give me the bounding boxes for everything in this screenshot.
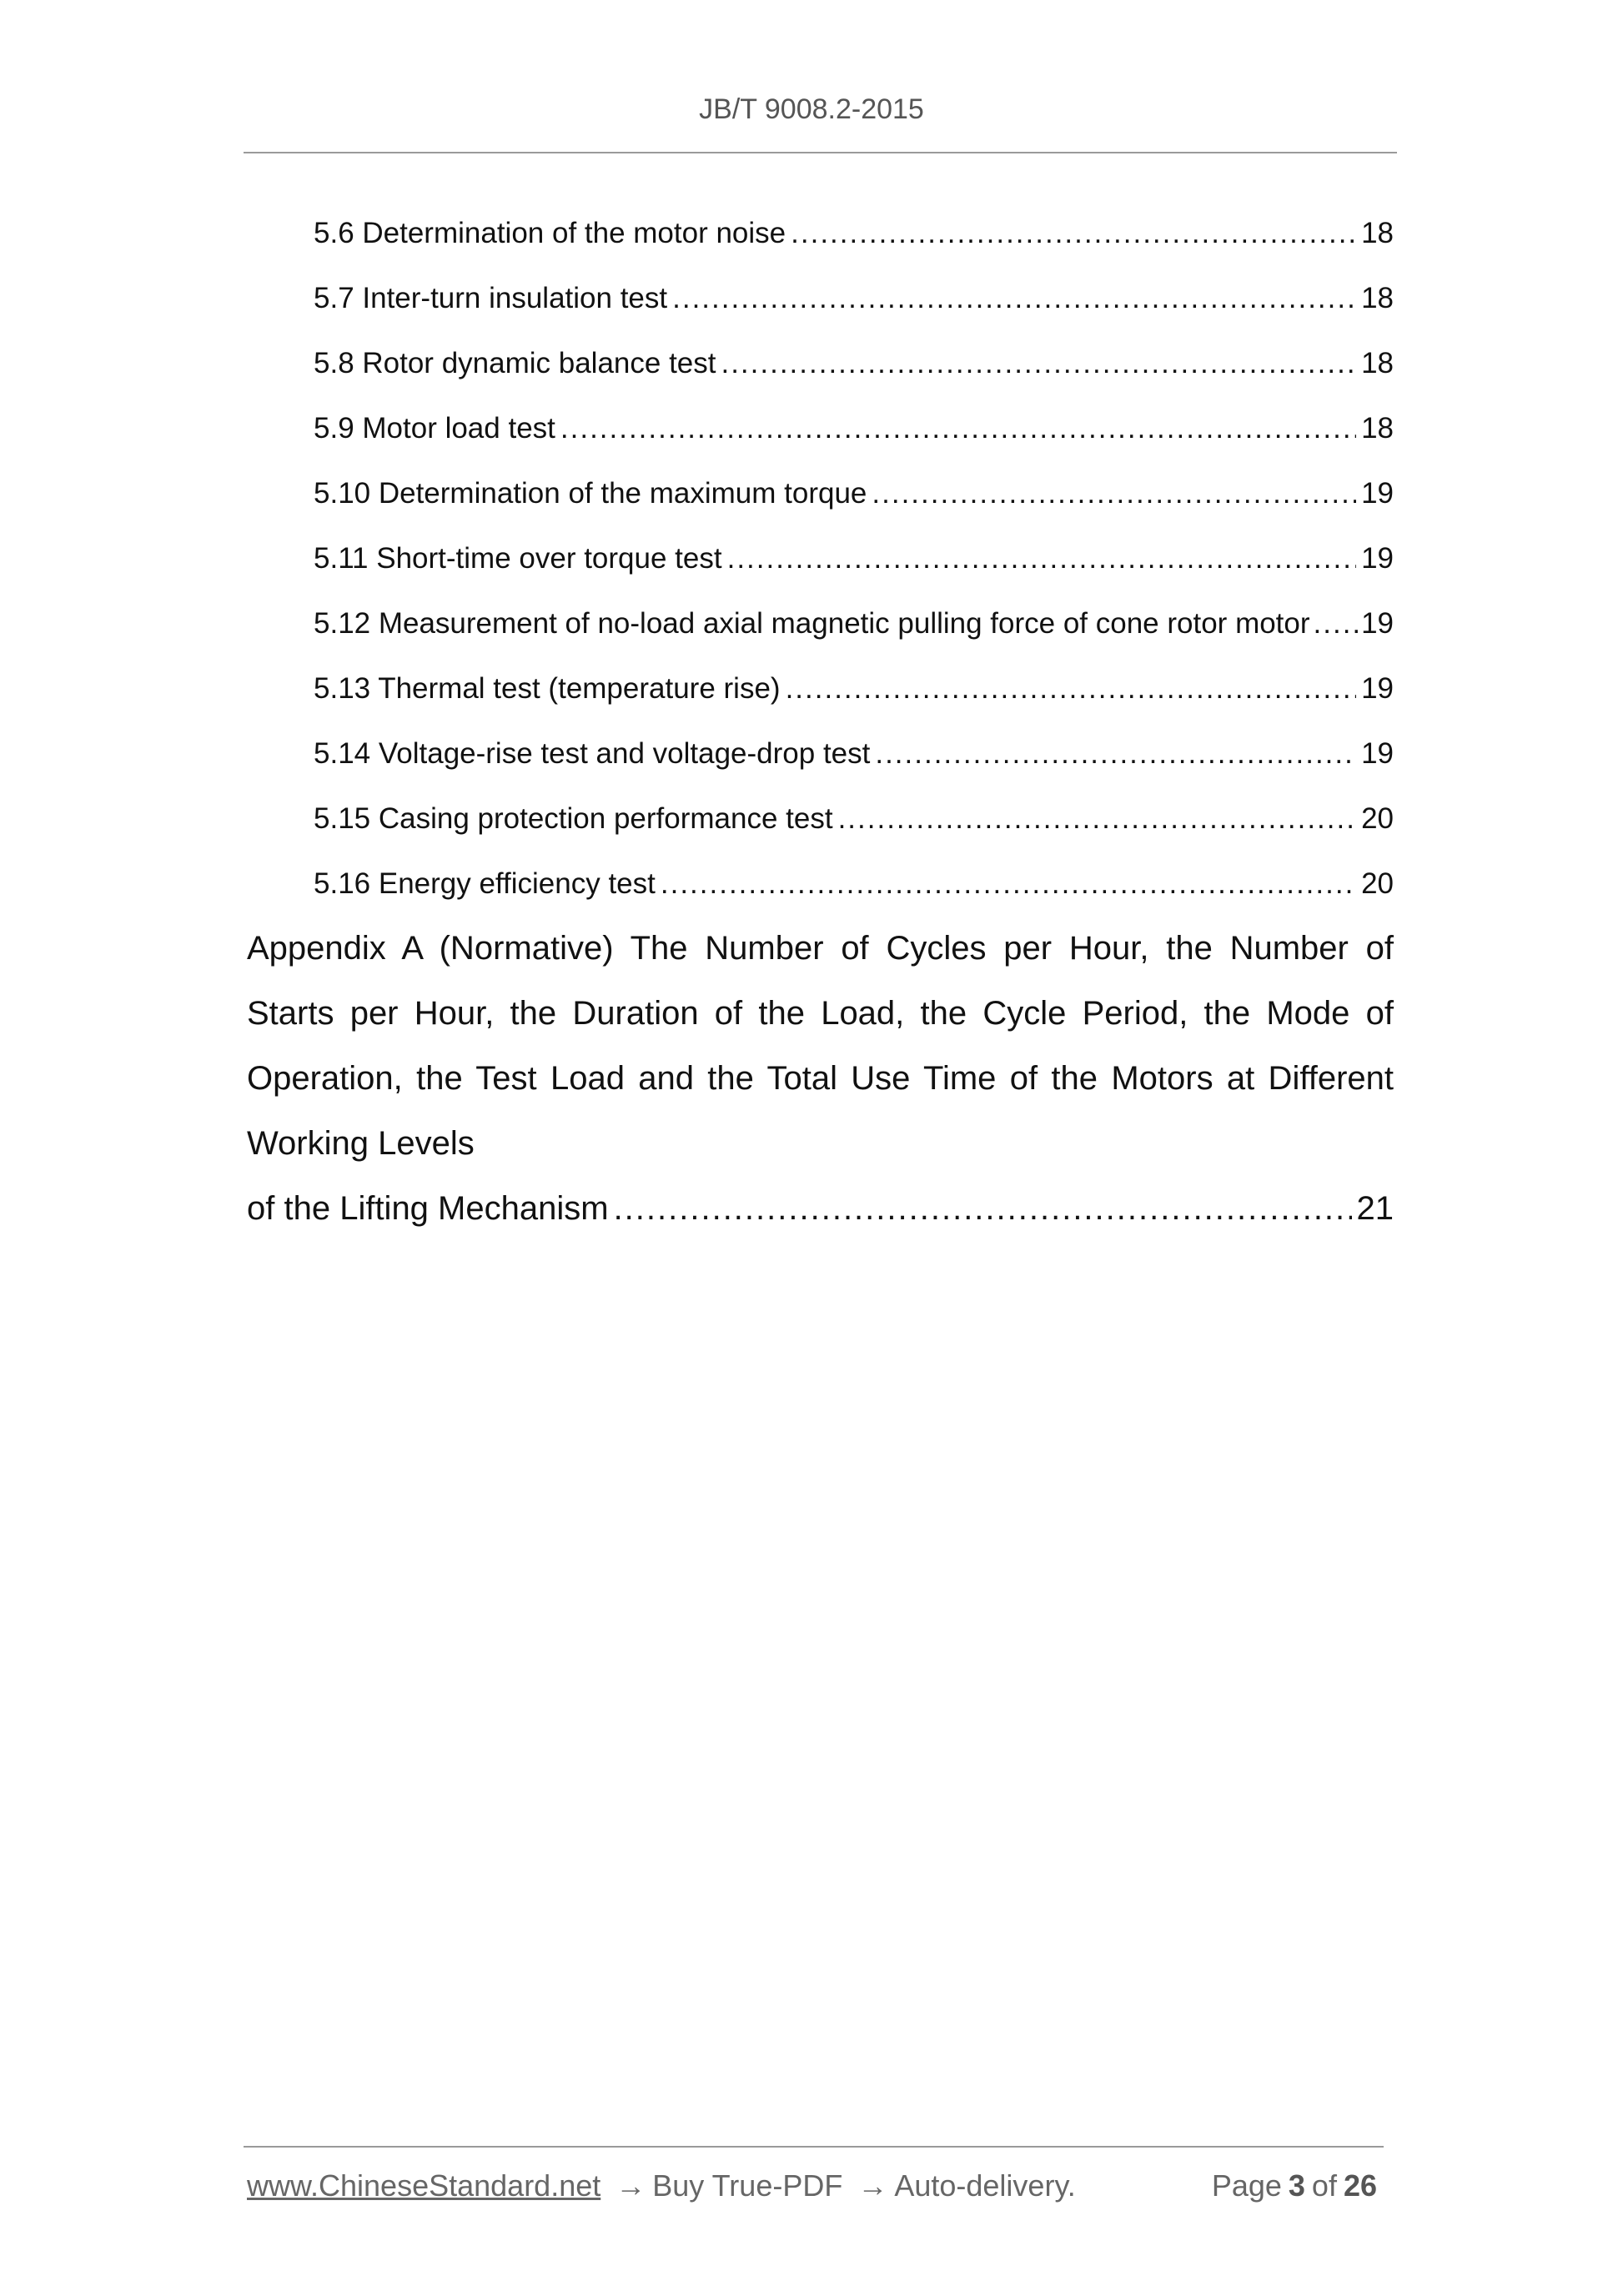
toc-entry[interactable]	[247, 215, 1394, 280]
toc-entry-title: 5.13 Thermal test (temperature rise)	[314, 672, 781, 705]
toc-appendix-entry[interactable]	[247, 916, 1394, 1241]
toc-entry-page: 19	[1361, 607, 1394, 640]
header-divider	[244, 152, 1397, 153]
toc-entry-title: 5.14 Voltage-rise test and voltage-drop test	[314, 737, 871, 770]
toc-leader-dots	[727, 540, 1356, 577]
toc-entry-title: 5.7 Inter-turn insulation test	[314, 282, 668, 314]
toc-entry-page: 19	[1361, 477, 1394, 510]
toc-entry[interactable]	[247, 280, 1394, 345]
toc-entry-page: 19	[1361, 737, 1394, 770]
toc-entry-page: 20	[1361, 802, 1394, 835]
toc-entry[interactable]	[247, 475, 1394, 540]
toc-entry-title: 5.6 Determination of the motor noise	[314, 217, 786, 249]
page-total: 26	[1343, 2168, 1377, 2203]
page-label: Page	[1211, 2168, 1282, 2203]
arrow-right-icon: →	[616, 2168, 646, 2203]
toc-entry-title: 5.10 Determination of the maximum torque	[314, 477, 867, 510]
toc-leader-dots	[872, 475, 1356, 512]
toc-entry-page: 18	[1361, 217, 1394, 249]
document-header: JB/T 9008.2-2015	[699, 93, 924, 125]
toc-leader-dots	[838, 801, 1356, 837]
appendix-title-end: of the Lifting Mechanism	[247, 1190, 609, 1227]
toc-entry[interactable]	[247, 410, 1394, 475]
toc-leader-dots	[560, 410, 1356, 447]
toc-leader-dots	[1314, 605, 1359, 642]
arrow-right-icon: →	[857, 2168, 888, 2203]
toc-leader-dots	[614, 1176, 1352, 1241]
toc-leader-dots	[875, 736, 1356, 772]
website-link[interactable]: www.ChineseStandard.net	[247, 2168, 601, 2203]
toc-entry-page: 19	[1361, 672, 1394, 705]
toc-entry-title: 5.8 Rotor dynamic balance test	[314, 347, 716, 379]
toc-entry-page: 18	[1361, 412, 1394, 445]
delivery-text: Auto-delivery.	[894, 2168, 1076, 2203]
table-of-contents	[247, 215, 1394, 931]
toc-entry[interactable]	[247, 801, 1394, 866]
toc-entry[interactable]	[247, 540, 1394, 605]
toc-leader-dots	[661, 866, 1356, 902]
page-footer	[247, 2168, 1384, 2203]
footer-promo	[247, 2168, 1076, 2203]
toc-entry-title: 5.11 Short-time over torque test	[314, 542, 722, 575]
toc-entry-title: 5.15 Casing protection performance test	[314, 802, 833, 835]
toc-entry-page: 19	[1361, 542, 1394, 575]
toc-entry-page: 18	[1361, 347, 1394, 379]
page-current: 3	[1288, 2168, 1305, 2203]
appendix-page: 21	[1356, 1190, 1394, 1227]
toc-leader-dots	[791, 215, 1356, 252]
page-number	[1212, 2168, 1384, 2203]
toc-leader-dots	[672, 280, 1356, 317]
toc-entry[interactable]	[247, 345, 1394, 410]
appendix-title: Appendix A (Normative) The Number of Cycles per Hour, the Number of Starts per Hour, the Duration of the Load, the Cycle Period, the Mode of Operation, the Test Load and the Total Use Time of the Motors at Different Working Levels	[247, 930, 1394, 1162]
footer-divider	[244, 2146, 1384, 2148]
appendix-last-line	[247, 1176, 1394, 1241]
toc-entry[interactable]	[247, 605, 1394, 671]
toc-entry[interactable]	[247, 671, 1394, 736]
toc-entry-page: 18	[1361, 282, 1394, 314]
toc-entry-title: 5.9 Motor load test	[314, 412, 555, 445]
of-label: of	[1311, 2168, 1337, 2203]
toc-entry[interactable]	[247, 736, 1394, 801]
toc-entry-page: 20	[1361, 867, 1394, 900]
toc-leader-dots	[721, 345, 1356, 382]
buy-text: Buy True-PDF	[652, 2168, 843, 2203]
toc-entry-title: 5.12 Measurement of no-load axial magnetic pulling force of cone rotor motor	[314, 607, 1310, 640]
toc-entry-title: 5.16 Energy efficiency test	[314, 867, 656, 900]
toc-leader-dots	[786, 671, 1356, 707]
